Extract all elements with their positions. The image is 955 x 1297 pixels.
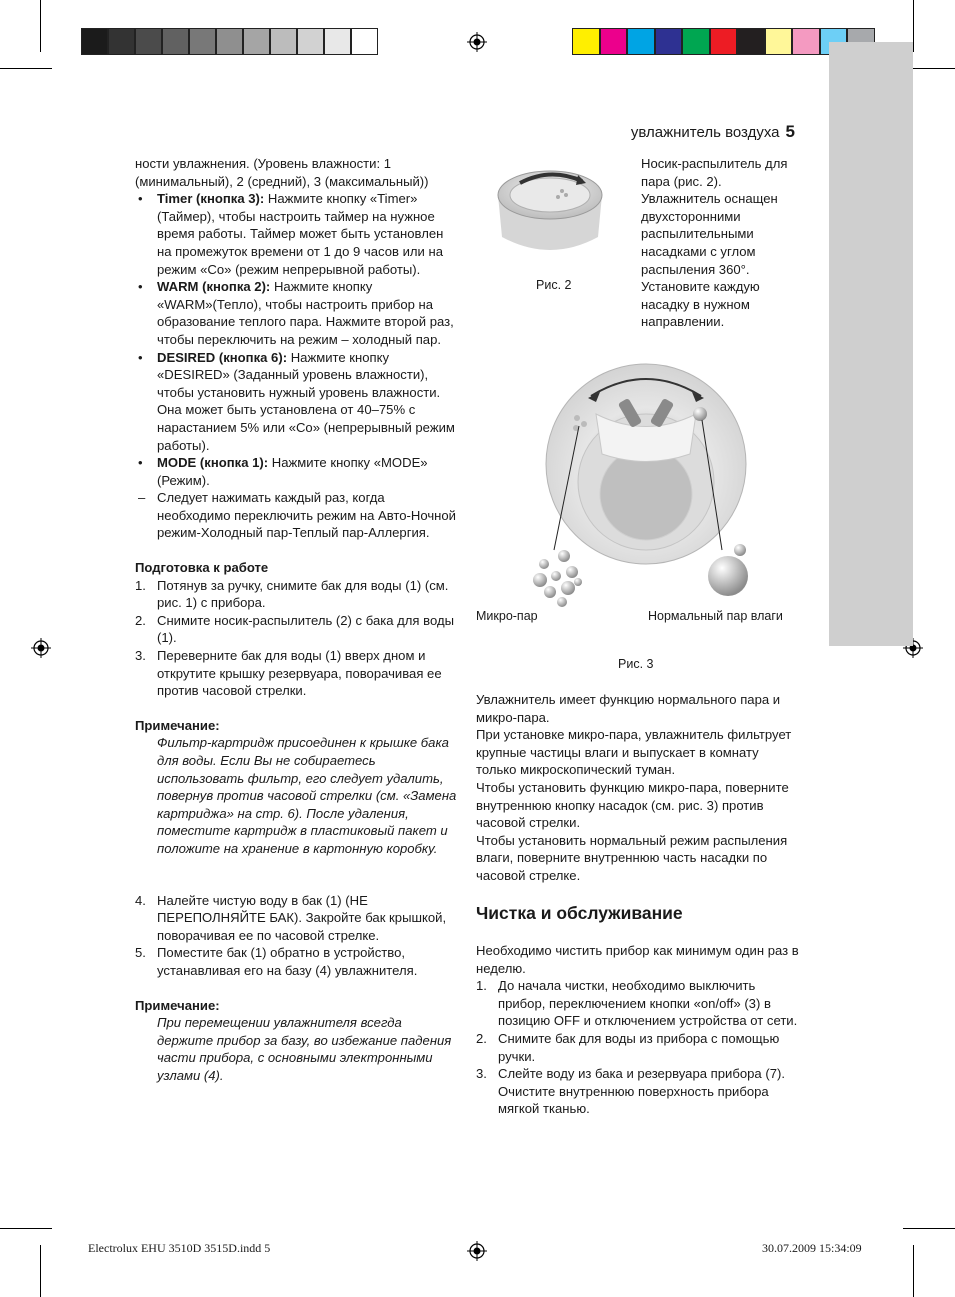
paragraph (476, 691, 801, 726)
running-header (631, 122, 795, 142)
color-swatch (765, 28, 793, 55)
color-swatch (792, 28, 820, 55)
header-title: увлажнитель воздуха (630, 124, 780, 141)
footer-file: Electrolux EHU 3510D 3515D.indd 5 (88, 1241, 271, 1255)
fig2-caption: Рис. 2 (536, 278, 572, 292)
subheading (135, 997, 457, 1015)
text-span: Налейте чистую воду в бак (1) (НЕ ПЕРЕПОЛНЯЙТЕ БАК). Закройте бак крышкой, поворачивая ее по часовой стрелке. (157, 892, 447, 943)
text-span: Снимите бак для воды из прибора с помощью ручки. (498, 1030, 780, 1064)
list-marker: 1. (135, 577, 146, 593)
right-column (476, 691, 801, 885)
list-item (135, 944, 457, 979)
registration-mark-icon (31, 638, 51, 658)
list-item (135, 892, 457, 945)
text-span: При установке микро-пара, увлажнитель фильтрует крупные частицы влаги и выпускает в комнату только микроскопический туман. (476, 727, 792, 778)
fig3-caption: Рис. 3 (618, 657, 654, 671)
text-span: Чтобы установить функцию микро-пара, поверните внутреннюю кнопку насадок (см. рис. 3) против часовой стрелки. (476, 779, 789, 831)
text-span: Поместите бак (1) обратно в устройство, устанавливая его на базу (4) увлажнителя. (157, 945, 418, 978)
color-swatch (108, 28, 135, 55)
list-marker: • (138, 455, 143, 471)
color-swatch (189, 28, 216, 55)
color-swatch (297, 28, 324, 55)
list-item (135, 278, 457, 348)
fig3-label-micro: Микро-пар (476, 609, 538, 623)
spacer (135, 875, 457, 892)
list-marker: • (138, 349, 143, 365)
list-item (135, 454, 457, 489)
registration-mark-icon (467, 1241, 487, 1261)
list-marker: 2. (135, 612, 146, 628)
color-swatch (243, 28, 270, 55)
bold-text: DESIRED (кнопка 6): (157, 349, 288, 365)
text-span: ности увлажнения. (Уровень влажности: 1 (минимальный), 2 (средний), 3 (максимальный)) (135, 156, 429, 189)
footer-datetime: 30.07.2009 15:34:09 (762, 1241, 862, 1255)
list-marker: 5. (135, 945, 146, 961)
color-swatch (737, 28, 765, 55)
text-span: Нажмите кнопку «WARM»(Тепло), чтобы настроить прибор на образование теплого пара. Нажмите второй раз, чтобы переключить на режим – холодный пар. (157, 279, 454, 347)
nozzle-figure-2 (490, 155, 610, 263)
paragraph (476, 832, 801, 885)
fig2-description: Носик-распылитель для пара (рис. 2). Увлажнитель оснащен двухсторонними распылительными насадками с углом распыления 360°. Установите каждую насадку в нужном направлении. (641, 156, 788, 330)
paragraph (476, 726, 801, 779)
text-span: Нажмите кнопку «Timer» (Таймер), чтобы настроить таймер на нужное время работы. Таймер может быть установлен на промежуток времени от 1 до 9 часов или на режим «Co» (режим непрерывной работы). (157, 191, 444, 277)
text-span: Следует нажимать каждый раз, когда необходимо переключить режим на Авто-Ночной режим-Холодный пар-Теплый пар-Аллергия. (157, 490, 456, 541)
list-marker: • (138, 279, 143, 295)
bold-text: Подготовка к работе (135, 560, 269, 576)
side-tab (829, 42, 913, 646)
color-swatch (324, 28, 351, 55)
text-span: Потянув за ручку, снимите бак для воды (1) (см. рис. 1) с прибора. (157, 577, 449, 611)
list-item (476, 1065, 801, 1118)
list-item (135, 734, 457, 857)
list-item (135, 349, 457, 455)
color-swatch (351, 28, 378, 55)
color-swatch (162, 28, 189, 55)
text-span: Увлажнитель имеет функцию нормального пара и микро-пара. (476, 692, 781, 725)
page-number: 5 (785, 122, 795, 141)
color-swatch (216, 28, 243, 55)
list-item (476, 977, 801, 1030)
registration-mark-icon (467, 32, 487, 52)
list-item (135, 577, 457, 612)
fig3-label-normal: Нормальный пар влаги (648, 609, 783, 623)
spacer (135, 700, 457, 717)
bold-text: Timer (кнопка 3): (157, 191, 265, 207)
color-swatch (682, 28, 710, 55)
color-swatch (81, 28, 108, 55)
list-marker: 3. (135, 648, 146, 664)
spacer (135, 980, 457, 997)
list-item (135, 647, 457, 700)
list-marker: 1. (476, 978, 487, 994)
spacer (135, 858, 457, 875)
cleaning-section (476, 942, 801, 1118)
bold-text: Примечание: (135, 717, 220, 733)
text-span: Переверните бак для воды (1) вверх дном и открутите крышку резервуара, поворачивая ее против часовой стрелки. (157, 648, 442, 699)
paragraph (135, 155, 457, 190)
text-span: Слейте воду из бака и резервуара прибора (7). Очистите внутреннюю поверхность прибора мягкой тканью. (498, 1066, 785, 1117)
left-column (135, 155, 457, 1085)
paragraph (476, 779, 801, 832)
color-swatch (710, 28, 738, 55)
text-span: Чтобы установить нормальный режим распыления влаги, поверните внутреннюю часть насадки по часовой стрелке. (476, 832, 788, 883)
color-swatch (655, 28, 683, 55)
color-swatch (135, 28, 162, 55)
list-item (476, 1030, 801, 1065)
list-item (135, 1014, 457, 1084)
list-item (135, 190, 457, 278)
color-swatch (270, 28, 297, 55)
section-heading-cleaning: Чистка и обслуживание (476, 903, 683, 923)
subheading (135, 717, 457, 735)
text-span: Нажмите кнопку «MODE» (Режим). (157, 455, 428, 488)
list-item (135, 489, 457, 542)
subheading (135, 559, 457, 577)
text-span: Фильтр-картридж присоединен к крышке бака для воды. Если Вы не собираетесь использовать фильтр, его следует удалить, повернув против часовой стрелки (см. «Замена картриджа» на стр. 6). После удаления, поместите картридж в пластиковый пакет и положите на хранение в картонную коробку. (157, 735, 457, 856)
list-marker: 3. (476, 1066, 487, 1082)
list-item (135, 612, 457, 647)
spacer (135, 542, 457, 559)
list-marker: – (138, 490, 146, 506)
text-span: Снимите носик-распылитель (2) с бака для воды (1). (157, 612, 455, 646)
list-marker: 4. (135, 892, 146, 908)
color-swatch (600, 28, 628, 55)
list-marker: • (138, 191, 143, 207)
list-marker: 2. (476, 1030, 487, 1046)
text-span: Необходимо чистить прибор как минимум один раз в неделю. (476, 943, 799, 976)
text-span: При перемещении увлажнителя всегда держите прибор за базу, во избежание падения части прибора, с основными электронными узлами (4). (157, 1015, 452, 1083)
color-swatch (572, 28, 600, 55)
paragraph (476, 942, 801, 977)
bold-text: MODE (кнопка 1): (157, 455, 269, 471)
text-span: До начала чистки, необходимо выключить прибор, переключением кнопки «on/off» (3) в позицию OFF и отключением устройства от сети. (498, 978, 798, 1029)
bold-text: Примечание: (135, 997, 220, 1013)
text-span: Нажмите кнопку «DESIRED» (Заданный уровень влажности), чтобы установить нужный уровень влажности. Она может быть установлена от 40–75% с нарастанием 5% или «Co» (непрерывный режим работы). (157, 349, 455, 453)
color-swatch (627, 28, 655, 55)
bold-text: WARM (кнопка 2): (157, 279, 271, 295)
